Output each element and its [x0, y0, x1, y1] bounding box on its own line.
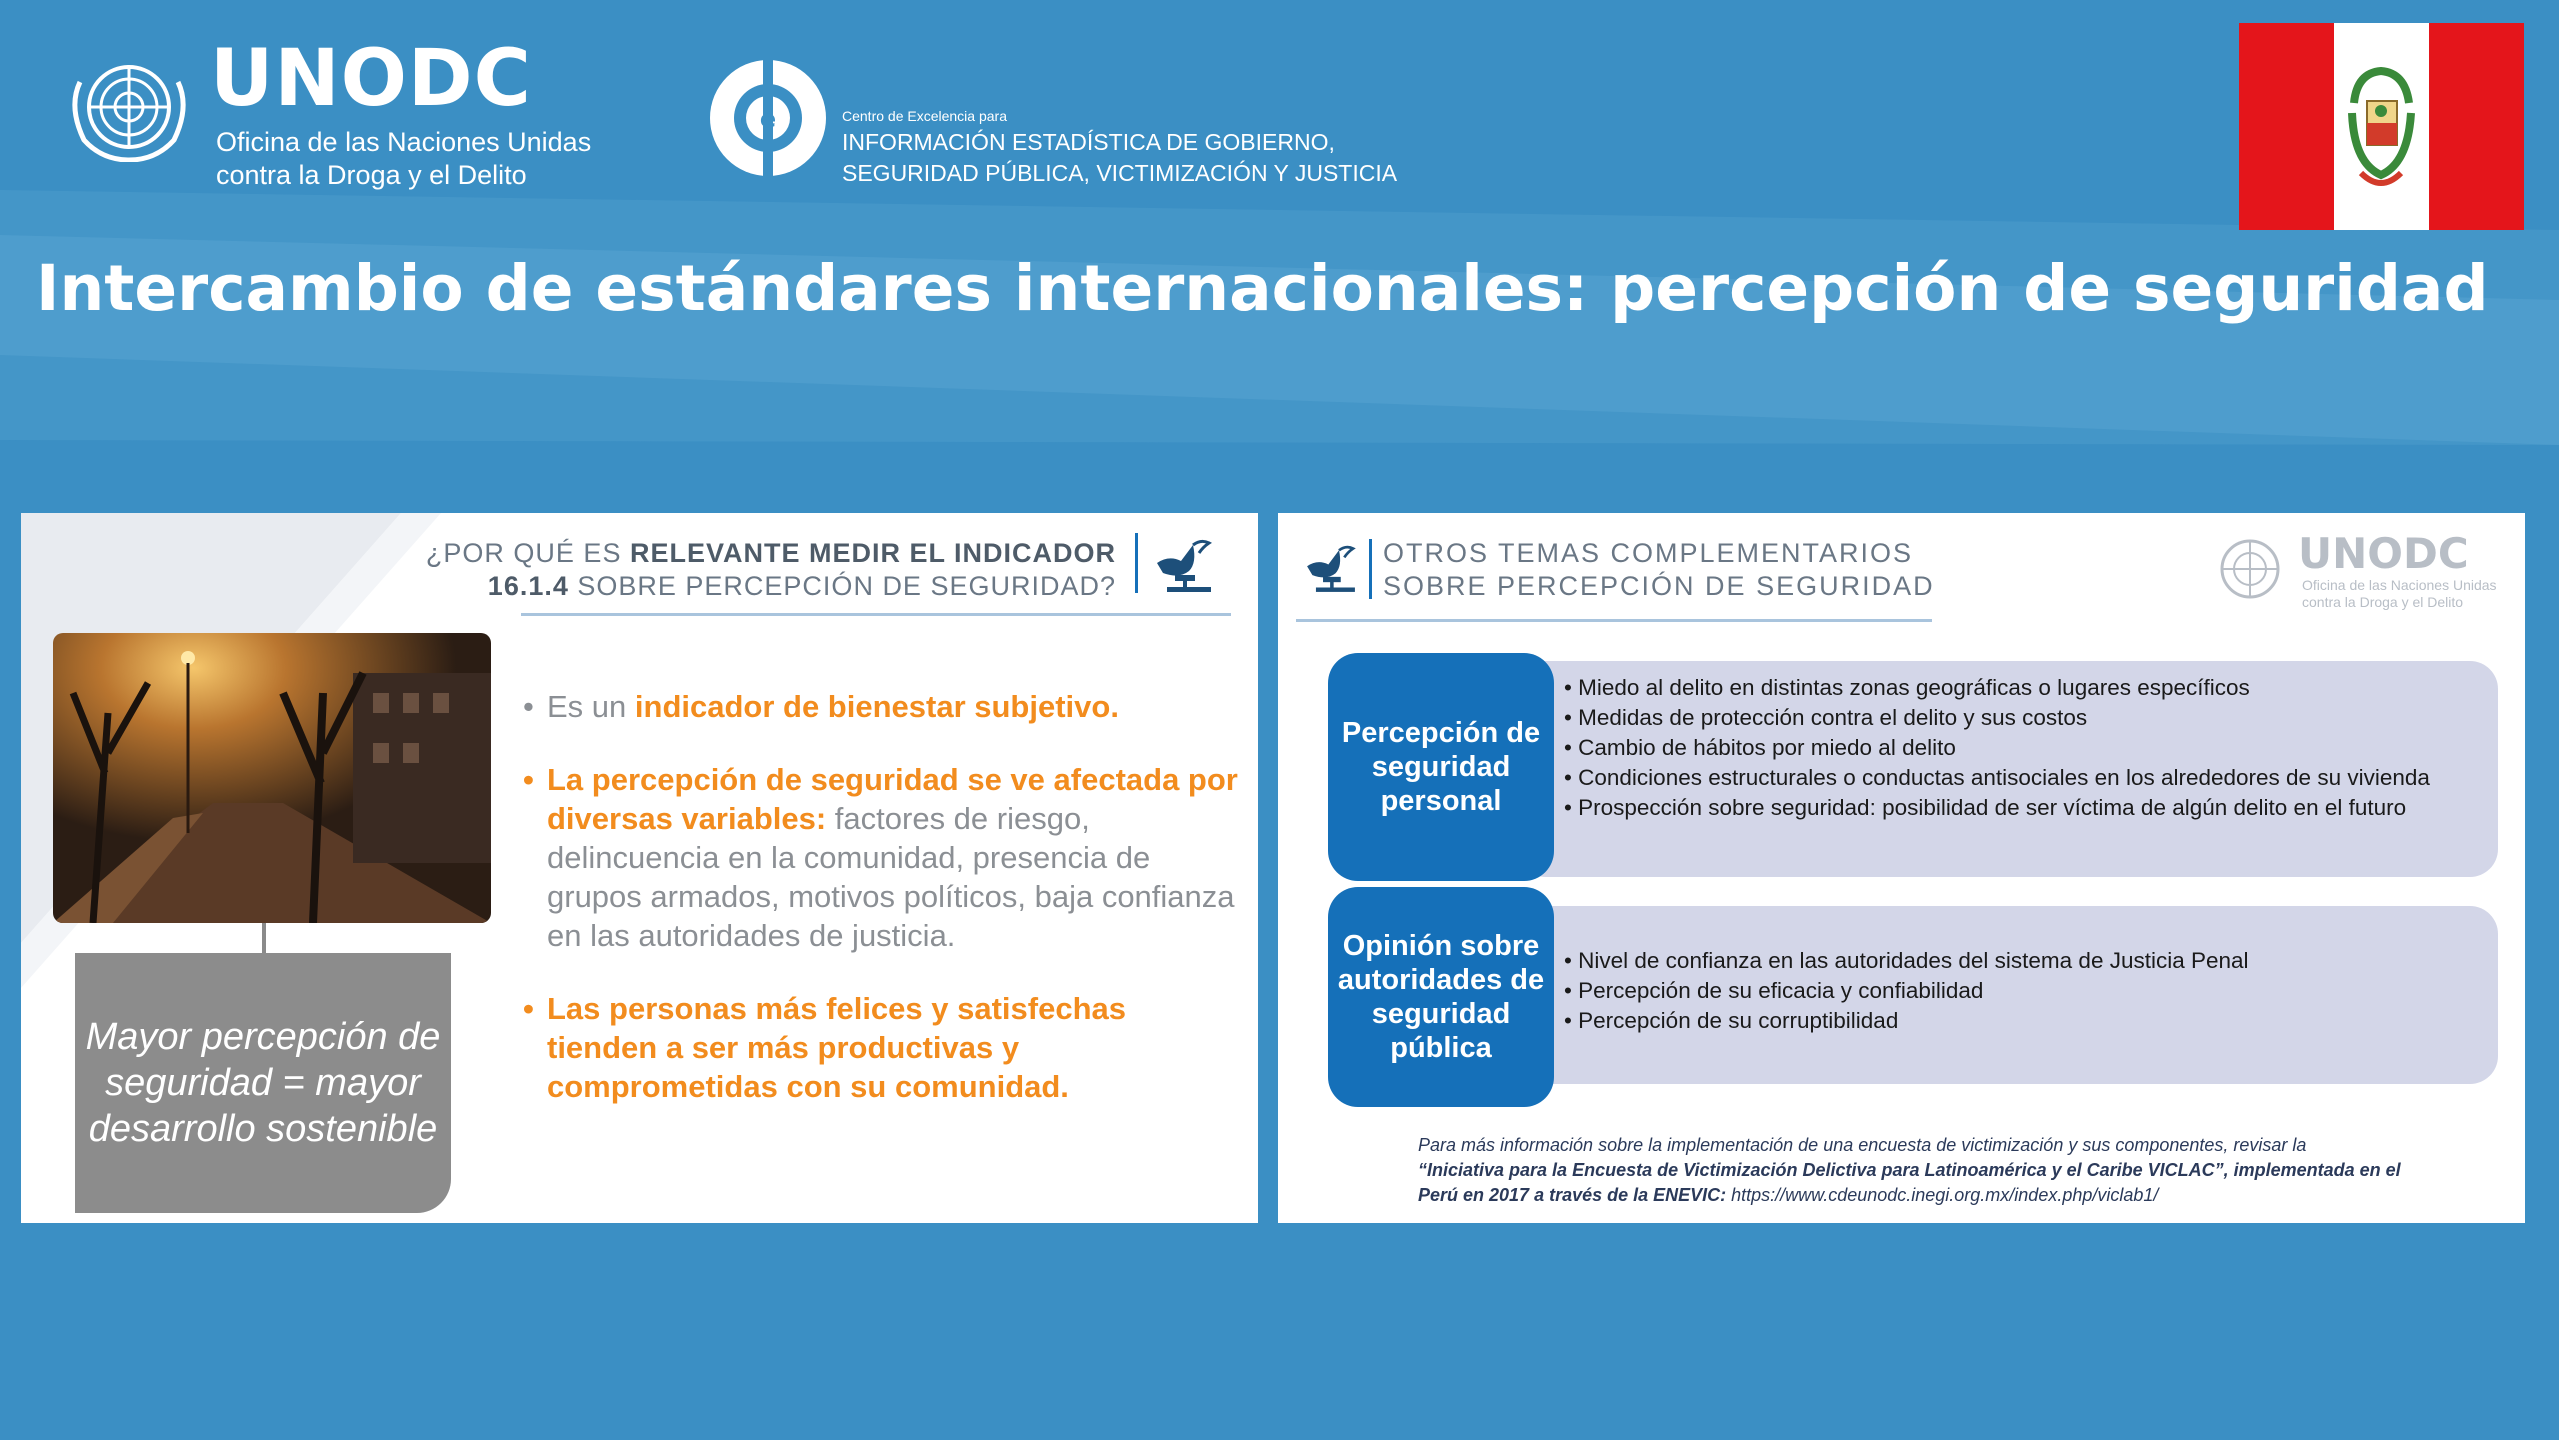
bullet-highlight: Las personas más felices y satisfechas tienden a ser más productivas y comprometidas con su comunidad.: [547, 991, 1126, 1104]
unodc-subtitle-line-2: contra la Droga y el Delito: [216, 160, 527, 190]
heading-text-2: SOBRE PERCEPCIÓN DE SEGURIDAD?: [568, 571, 1116, 601]
list-item-text: Percepción de su corruptibilidad: [1578, 1008, 1899, 1033]
unodc-logo-text: UNODC: [210, 34, 532, 124]
unodc-subtitle-line-1: Oficina de las Naciones Unidas: [216, 127, 592, 157]
topic-label-personal-security: [1328, 653, 1554, 881]
indicator-code: 16.1.4: [487, 571, 569, 601]
un-emblem-icon: [2212, 531, 2288, 607]
ce-small-label: Centro de Excelencia para: [842, 108, 1007, 124]
public-authorities-list: [1564, 946, 2484, 1036]
heading-bold-text: RELEVANTE MEDIR EL INDICADOR: [629, 538, 1116, 568]
topic-label-public-authorities: [1328, 887, 1554, 1107]
list-item: • Prospección sobre seguridad: posibilidad de ser víctima de algún delito en el futuro: [1564, 795, 2407, 820]
list-item: • Percepción de su eficacia y confiabilidad: [1564, 978, 1984, 1003]
topics-heading: [1383, 537, 1935, 603]
topics-heading-line-1: OTROS TEMAS COMPLEMENTARIOS: [1383, 538, 1914, 568]
peru-flag-icon: [2239, 23, 2524, 230]
indicator-heading: [426, 537, 1116, 603]
indicator-bullets: [523, 687, 1243, 1140]
bullet-dot: •: [523, 762, 534, 797]
bullet-highlight: indicador de bienestar subjetivo.: [634, 689, 1119, 724]
list-item: • Cambio de hábitos por miedo al delito: [1564, 735, 1956, 760]
header: [0, 0, 2559, 325]
ce-title: [842, 127, 1397, 189]
unodc-watermark-subtitle: [2302, 577, 2497, 611]
list-item: • Condiciones estructurales o conductas antisociales en los alrededores de su vivienda: [1564, 765, 2430, 790]
indicator-slide-panel: [21, 513, 1258, 1223]
street-night-photo: [53, 633, 491, 923]
list-item: • Nivel de confianza en las autoridades del sistema de Justicia Penal: [1564, 948, 2249, 973]
ce-title-line-2: SEGURIDAD PÚBLICA, VICTIMIZACIÓN Y JUSTICIA: [842, 160, 1398, 186]
footnote-initiative: “Iniciativa para la Encuesta de Victimización Delictiva para Latinoamérica y el Caribe VICLAC”, implementada en el Perú en 2017 a través de la ENEVIC:: [1418, 1160, 2401, 1205]
ce-logo-icon: [708, 58, 828, 178]
bullet-dot: •: [523, 991, 534, 1026]
list-item: • Percepción de su corruptibilidad: [1564, 1008, 1899, 1033]
bullet-item: [523, 687, 1243, 726]
topic-label-text: Percepción de seguridad personal: [1341, 717, 1541, 817]
list-item-text: Medidas de protección contra el delito y sus costos: [1578, 705, 2088, 730]
list-item-text: Cambio de hábitos por miedo al delito: [1578, 735, 1956, 760]
heading-underline: [521, 613, 1231, 616]
page-title: Intercambio de estándares internacionales: percepción de seguridad: [36, 252, 2489, 325]
footnote-text: Para más información sobre la implementación de una encuesta de victimización y sus componentes, revisar la: [1418, 1135, 2307, 1155]
list-item-text: Percepción de su eficacia y confiabilidad: [1578, 978, 1984, 1003]
list-item-text: Condiciones estructurales o conductas antisociales en los alrededores de su vivienda: [1578, 765, 2430, 790]
complementary-topics-panel: [1278, 513, 2525, 1223]
bullet-item: [523, 760, 1243, 955]
heading-divider: [1135, 533, 1138, 593]
bullet-highlight: La percepción de seguridad se ve afectada por diversas variables:: [547, 762, 1238, 836]
unodc-subtitle: [216, 126, 591, 192]
watermark-line-2: contra la Droga y el Delito: [2302, 594, 2464, 610]
list-item: • Miedo al delito en distintas zonas geográficas o lugares específicos: [1564, 675, 2250, 700]
list-item-text: Miedo al delito en distintas zonas geográficas o lugares específicos: [1578, 675, 2250, 700]
footnote-link[interactable]: https://www.cdeunodc.inegi.org.mx/index.php/viclab1/: [1726, 1185, 2159, 1205]
topics-heading-line-2: SOBRE PERCEPCIÓN DE SEGURIDAD: [1383, 571, 1935, 601]
sustainability-callout: [75, 953, 451, 1213]
bullet-text: factores de riesgo, delincuencia en la comunidad, presencia de grupos armados, motivos políticos, baja confianza en las autoridades de justicia.: [547, 801, 1235, 953]
bullet-dot: •: [523, 689, 534, 724]
bullet-item: [523, 989, 1243, 1106]
list-item: • Medidas de protección contra el delito y sus costos: [1564, 705, 2088, 730]
ce-title-line-1: INFORMACIÓN ESTADÍSTICA DE GOBIERNO,: [842, 129, 1335, 155]
callout-text: Mayor percepción de seguridad = mayor desarrollo sostenible: [85, 1016, 441, 1150]
bullet-text: Es un: [547, 689, 635, 724]
un-emblem-icon: [62, 52, 196, 162]
unodc-watermark: UNODC: [2298, 529, 2469, 578]
list-item-text: Prospección sobre seguridad: posibilidad de ser víctima de algún delito en el futuro: [1578, 795, 2407, 820]
topic-label-text: Opinión sobre autoridades de seguridad pública: [1337, 930, 1545, 1064]
list-item-text: Nivel de confianza en las autoridades del sistema de Justicia Penal: [1578, 948, 2249, 973]
personal-security-list: [1564, 673, 2484, 823]
peace-dove-icon: [1149, 533, 1219, 597]
footnote: [1418, 1133, 2418, 1208]
watermark-line-1: Oficina de las Naciones Unidas: [2302, 577, 2497, 593]
svg-text:e: e: [759, 105, 777, 133]
heading-text: ¿POR QUÉ ES: [425, 538, 630, 568]
heading-divider: [1369, 539, 1372, 599]
heading-underline: [1296, 619, 1932, 622]
peace-dove-icon: [1300, 539, 1362, 597]
